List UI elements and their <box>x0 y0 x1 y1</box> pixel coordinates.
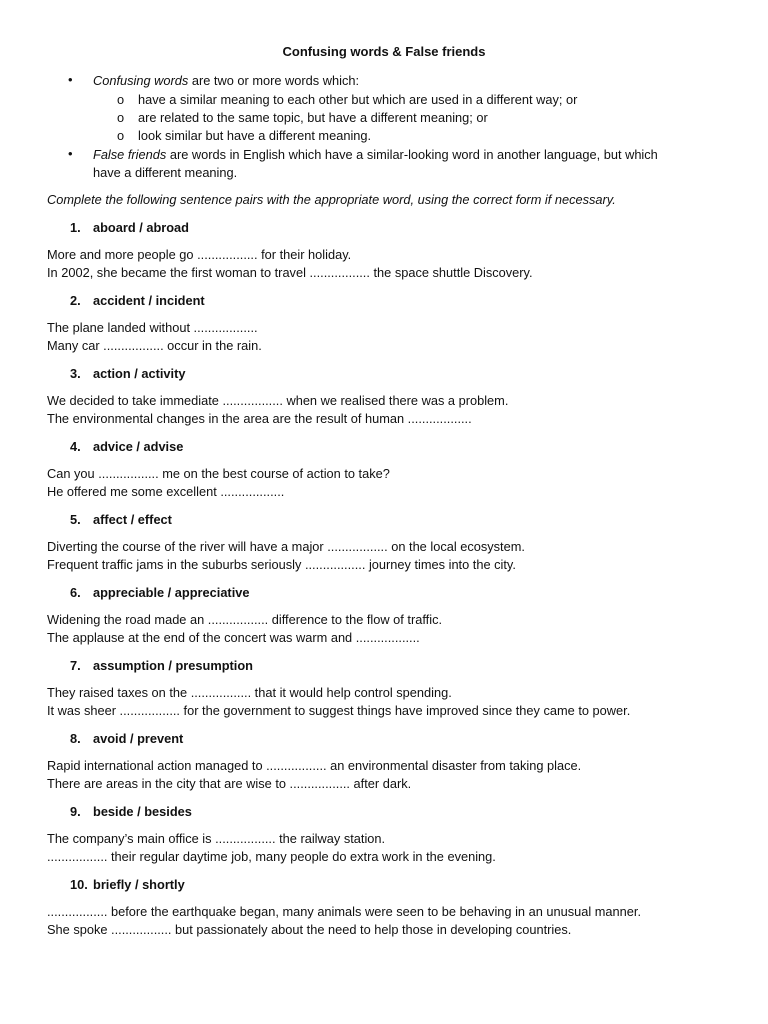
sentence: ................. before the earthquake began, many animals were seen to be behaving in an unusual manner. <box>47 904 642 919</box>
sentence: More and more people go ................. for their holiday. <box>47 247 352 262</box>
sub-point: have a similar meaning to each other but which are used in a different way; or <box>138 92 578 107</box>
sentence: She spoke ................. but passionately about the need to help those in developing countries. <box>47 922 572 937</box>
sentence: Frequent traffic jams in the suburbs seriously ................. journey times into the city. <box>47 557 516 572</box>
sentence: In 2002, she became the first woman to travel ................. the space shuttle Discovery. <box>47 265 533 280</box>
sub-point: look similar but have a different meaning. <box>138 128 372 143</box>
instruction-text: Complete the following sentence pairs with the appropriate word, using the correct form if necessary. <box>47 192 616 207</box>
sentence: Can you ................. me on the best course of action to take? <box>47 466 390 481</box>
sentence: It was sheer ................. for the government to suggest things have improved since they came to power. <box>47 703 631 718</box>
sub-bullet-mark: o <box>117 128 125 143</box>
term-false-friends: False friends <box>93 147 167 162</box>
sub-bullet-mark: o <box>117 110 125 125</box>
sentence: We decided to take immediate ................. when we realised there was a problem. <box>47 393 509 408</box>
bullet-mark: • <box>68 146 73 161</box>
question-heading: 5. affect / effect <box>70 512 172 527</box>
sentence: The environmental changes in the area are the result of human .................. <box>47 411 472 426</box>
definition-continuation: have a different meaning. <box>93 165 238 180</box>
sentence: He offered me some excellent .................. <box>47 484 285 499</box>
sentence: Rapid international action managed to ................. an environmental disaster from taking place. <box>47 758 582 773</box>
question-heading: 1. aboard / abroad <box>70 220 189 235</box>
question-heading: 4. advice / advise <box>70 439 184 454</box>
sentence: They raised taxes on the ................. that it would help control spending. <box>47 685 452 700</box>
sentence: The applause at the end of the concert was warm and .................. <box>47 630 420 645</box>
question-heading: 7. assumption / presumption <box>70 658 253 673</box>
sub-point: are related to the same topic, but have a different meaning; or <box>138 110 488 125</box>
sentence: Many car ................. occur in the rain. <box>47 338 262 353</box>
sub-bullet-mark: o <box>117 92 125 107</box>
sentence: The plane landed without .................. <box>47 320 258 335</box>
bullet-confusing-words <box>93 73 359 88</box>
definition-text: are two or more words which: <box>188 73 360 88</box>
bullet-mark: • <box>68 72 73 87</box>
page-title: Confusing words & False friends <box>282 44 486 59</box>
sentence: Diverting the course of the river will have a major ................. on the local ecosystem. <box>47 539 525 554</box>
sentence: There are areas in the city that are wise to ................. after dark. <box>47 776 412 791</box>
definition-text: are words in English which have a similar-looking word in another language, but which <box>166 147 658 162</box>
sentence: ................. their regular daytime job, many people do extra work in the evening. <box>47 849 496 864</box>
question-heading: 8. avoid / prevent <box>70 731 184 746</box>
question-heading: 2. accident / incident <box>70 293 205 308</box>
term-confusing-words: Confusing words <box>93 73 189 88</box>
sentence: Widening the road made an ................. difference to the flow of traffic. <box>47 612 443 627</box>
question-heading: 3. action / activity <box>70 366 186 381</box>
question-heading: 6. appreciable / appreciative <box>70 585 250 600</box>
question-heading: 10. briefly / shortly <box>70 877 185 892</box>
bullet-false-friends <box>93 147 658 162</box>
sentence: The company’s main office is ................. the railway station. <box>47 831 386 846</box>
question-heading: 9. beside / besides <box>70 804 192 819</box>
